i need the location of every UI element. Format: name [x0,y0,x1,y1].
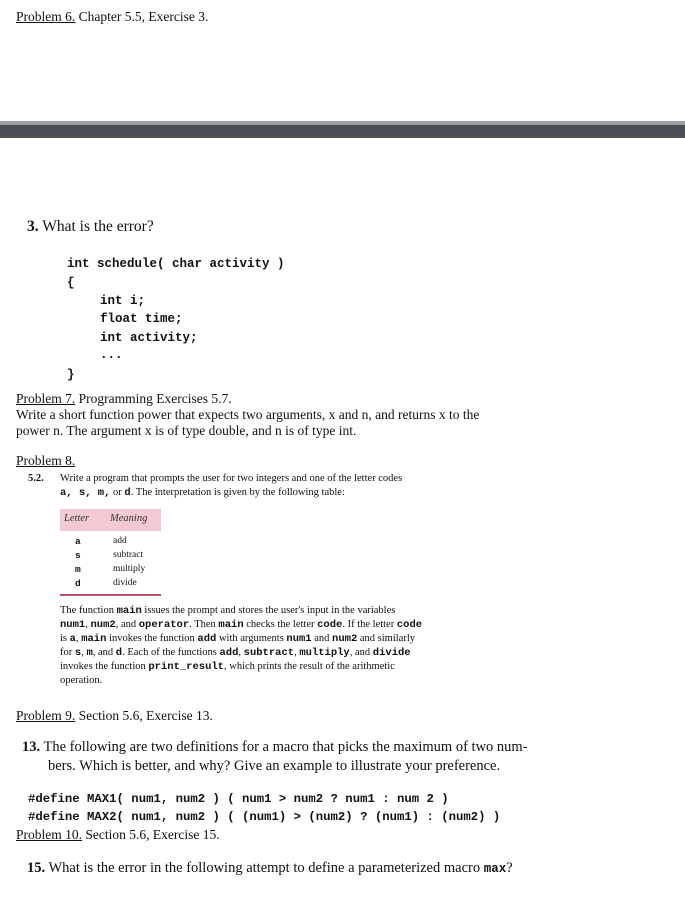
table-cell-meaning: add [113,536,127,546]
code-line: int i; [100,294,146,308]
problem-8-para-line: num1, num2, and operator. Then main checks the letter code. If the letter code [60,619,423,631]
code-line: int schedule( char activity ) [67,257,285,271]
exercise-3-question [27,218,154,236]
problem-6-ref: Chapter 5.5, Exercise 3. [75,9,209,24]
table-cell-meaning: subtract [113,550,144,560]
problem-6-label: Problem 6. [16,9,76,24]
exercise-13-line2: bers. Which is better, and why? Give an example to illustrate your preference. [48,758,501,774]
table-cell-letter: s [75,550,81,561]
code-line: float time; [100,312,183,326]
table-header-meaning: Meaning [110,513,148,524]
problem-10-label: Problem 10. [16,827,82,842]
exercise-3-text: What is the error? [42,218,154,235]
code-line: } [67,368,75,382]
table-cell-meaning: divide [113,578,137,588]
exercise-15-number: 15. [27,860,46,876]
problem-8-intro-line: Write a program that prompts the user for two integers and one of the letter codes [60,473,403,484]
problem-9-label: Problem 9. [16,708,76,723]
problem-8-para-line: is a, main invokes the function add with arguments num1 and num2 and similarly [60,633,416,645]
table-header-letter: Letter [64,513,90,524]
problem-9-ref: Section 5.6, Exercise 13. [75,708,213,723]
problem-9-heading [16,708,213,724]
problem-7-text-line: power n. The argument x is of type double, and n is of type int. [16,423,357,438]
problem-7-heading [16,391,232,407]
problem-8-label: Problem 8. [16,453,76,468]
problem-7-label: Problem 7. [16,391,76,406]
problem-7-ref: Programming Exercises 5.7. [75,391,232,406]
code-line: { [67,276,75,290]
problem-10-heading [16,827,220,843]
exercise-13-line1: 13. The following are two definitions for a macro that picks the maximum of two num- [22,739,528,755]
problem-8-para-line: invokes the function print_result, which prints the result of the arithmetic [60,661,395,673]
table-cell-letter: d [75,578,81,589]
table-bottom-rule [60,594,161,596]
exercise-13-number: 13. [22,739,41,755]
table-cell-letter: a [75,536,81,547]
code-line: int activity; [100,331,198,345]
code-line: ... [100,348,123,362]
exercise-15-question: 15. What is the error in the following attempt to define a parameterized macro max? [27,860,513,876]
table-cell-meaning: multiply [113,564,146,574]
problem-6-heading [16,9,208,25]
macro-definition: #define MAX1( num1, num2 ) ( num1 > num2 ? num1 : num 2 ) [28,792,449,806]
divider-dark-band [0,125,685,138]
problem-8-para-line: for s, m, and d. Each of the functions add, subtract, multiply, and divide [60,647,411,659]
problem-10-ref: Section 5.6, Exercise 15. [82,827,220,842]
exercise-3-number: 3. [27,218,39,235]
problem-8-intro-line2: a, s, m, or d. The interpretation is given by the following table: [60,487,345,499]
table-cell-letter: m [75,564,81,575]
problem-8-para-line: The function main issues the prompt and stores the user's input in the variables [60,605,396,617]
problem-7-text-line: Write a short function power that expects two arguments, x and n, and returns x to the [16,407,480,422]
macro-definition: #define MAX2( num1, num2 ) ( (num1) > (num2) ? (num1) : (num2) ) [28,810,501,824]
exercise-5-2-number: 5.2. [28,473,44,484]
problem-8-para-line: operation. [60,675,103,686]
